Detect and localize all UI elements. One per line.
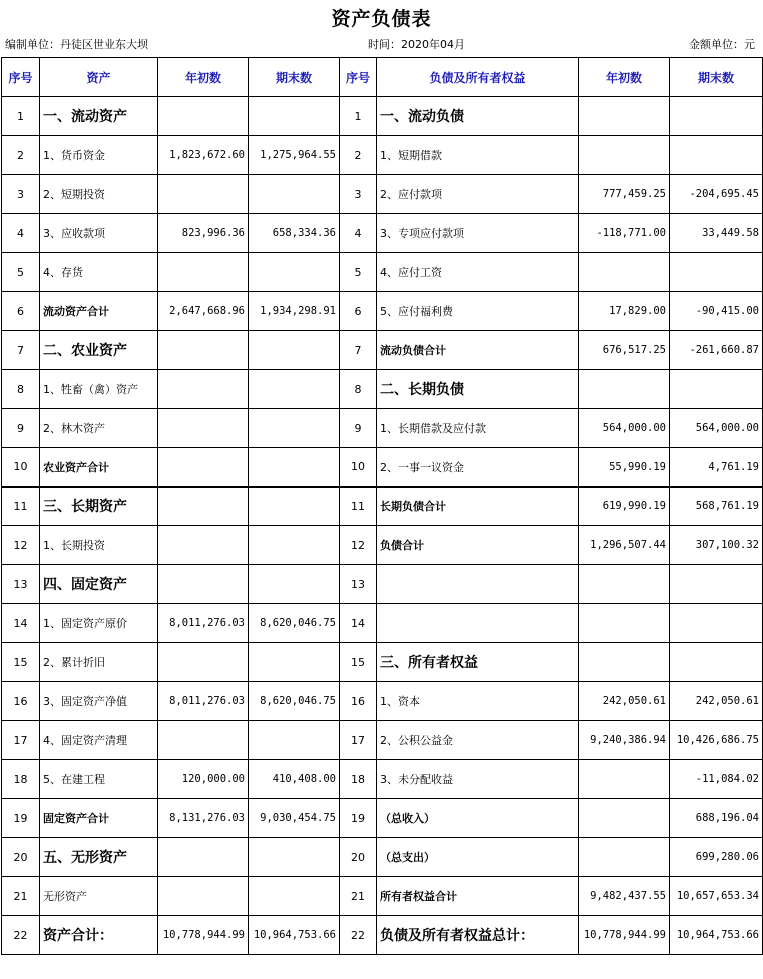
- table-row: [2, 721, 763, 760]
- liability-item: 一、流动负债: [377, 97, 579, 136]
- liability-item: 负债及所有者权益总计：: [377, 916, 579, 955]
- liability-begin-value: 55,990.19: [579, 448, 670, 487]
- table-row: [2, 838, 763, 877]
- asset-item: 2、累计折旧: [40, 643, 158, 682]
- asset-end-value: [249, 331, 340, 370]
- asset-item: 二、农业资产: [40, 331, 158, 370]
- asset-end-value: [249, 448, 340, 487]
- seq-left: 19: [2, 799, 40, 838]
- liability-item: 3、专项应付款项: [377, 214, 579, 253]
- seq-left: 8: [2, 370, 40, 409]
- asset-end-value: 1,934,298.91: [249, 292, 340, 331]
- liability-item: 2、一事一议资金: [377, 448, 579, 487]
- liability-end-value: 307,100.32: [670, 526, 763, 565]
- liability-item: 3、未分配收益: [377, 760, 579, 799]
- seq-right: 22: [340, 916, 377, 955]
- seq-left: 21: [2, 877, 40, 916]
- liability-begin-value: 9,482,437.55: [579, 877, 670, 916]
- liability-end-value: -11,084.02: [670, 760, 763, 799]
- header-assets: 资产: [40, 58, 158, 97]
- table-row: [2, 682, 763, 721]
- header-seq-left: 序号: [2, 58, 40, 97]
- liability-begin-value: [579, 136, 670, 175]
- seq-left: 22: [2, 916, 40, 955]
- liability-begin-value: 10,778,944.99: [579, 916, 670, 955]
- seq-right: 8: [340, 370, 377, 409]
- report-time: 时间：2020年04月: [368, 38, 465, 51]
- seq-right: 2: [340, 136, 377, 175]
- asset-item: 2、林木资产: [40, 409, 158, 448]
- seq-left: 12: [2, 526, 40, 565]
- liability-begin-value: 619,990.19: [579, 487, 670, 526]
- liability-begin-value: 564,000.00: [579, 409, 670, 448]
- seq-left: 20: [2, 838, 40, 877]
- asset-item: 4、存货: [40, 253, 158, 292]
- asset-end-value: 658,334.36: [249, 214, 340, 253]
- table-row: [2, 175, 763, 214]
- liability-begin-value: 1,296,507.44: [579, 526, 670, 565]
- liability-end-value: [670, 604, 763, 643]
- liability-item: 流动负债合计: [377, 331, 579, 370]
- seq-right: 9: [340, 409, 377, 448]
- seq-right: 11: [340, 487, 377, 526]
- asset-begin-value: 8,131,276.03: [158, 799, 249, 838]
- seq-left: 18: [2, 760, 40, 799]
- liability-end-value: [670, 136, 763, 175]
- table-row: [2, 916, 763, 955]
- liability-item: 4、应付工资: [377, 253, 579, 292]
- asset-end-value: [249, 253, 340, 292]
- liability-end-value: [670, 253, 763, 292]
- seq-left: 9: [2, 409, 40, 448]
- asset-begin-value: 10,778,944.99: [158, 916, 249, 955]
- asset-begin-value: [158, 97, 249, 136]
- seq-right: 21: [340, 877, 377, 916]
- liability-end-value: [670, 643, 763, 682]
- seq-right: 10: [340, 448, 377, 487]
- table-row: [2, 448, 763, 487]
- table-row: [2, 760, 763, 799]
- asset-item: 无形资产: [40, 877, 158, 916]
- liability-item: 1、长期借款及应付款: [377, 409, 579, 448]
- asset-begin-value: [158, 331, 249, 370]
- seq-right: 5: [340, 253, 377, 292]
- asset-item: 1、牲畜（禽）资产: [40, 370, 158, 409]
- seq-right: 14: [340, 604, 377, 643]
- liability-item: [377, 604, 579, 643]
- header-seq-right: 序号: [340, 58, 377, 97]
- seq-right: 7: [340, 331, 377, 370]
- seq-right: 13: [340, 565, 377, 604]
- seq-left: 10: [2, 448, 40, 487]
- asset-begin-value: [158, 565, 249, 604]
- liability-end-value: 10,964,753.66: [670, 916, 763, 955]
- asset-begin-value: [158, 409, 249, 448]
- table-row: [2, 214, 763, 253]
- asset-end-value: [249, 526, 340, 565]
- seq-right: 3: [340, 175, 377, 214]
- seq-left: 11: [2, 487, 40, 526]
- asset-item: 1、长期投资: [40, 526, 158, 565]
- asset-item: 3、固定资产净值: [40, 682, 158, 721]
- seq-right: 6: [340, 292, 377, 331]
- seq-left: 17: [2, 721, 40, 760]
- liability-begin-value: [579, 760, 670, 799]
- table-row: [2, 643, 763, 682]
- liability-begin-value: 242,050.61: [579, 682, 670, 721]
- seq-left: 1: [2, 97, 40, 136]
- asset-item: 一、流动资产: [40, 97, 158, 136]
- asset-end-value: 8,620,046.75: [249, 682, 340, 721]
- asset-begin-value: [158, 448, 249, 487]
- liability-begin-value: [579, 604, 670, 643]
- asset-end-value: [249, 97, 340, 136]
- table-row: [2, 331, 763, 370]
- liability-end-value: 699,280.06: [670, 838, 763, 877]
- asset-end-value: [249, 370, 340, 409]
- liability-item: 所有者权益合计: [377, 877, 579, 916]
- asset-begin-value: [158, 643, 249, 682]
- seq-right: 19: [340, 799, 377, 838]
- liability-end-value: -261,660.87: [670, 331, 763, 370]
- table-row: [2, 370, 763, 409]
- asset-item: 农业资产合计: [40, 448, 158, 487]
- asset-item: 四、固定资产: [40, 565, 158, 604]
- liability-end-value: [670, 370, 763, 409]
- table-row: [2, 877, 763, 916]
- table-row: [2, 565, 763, 604]
- asset-item: 3、应收款项: [40, 214, 158, 253]
- asset-end-value: 1,275,964.55: [249, 136, 340, 175]
- seq-left: 2: [2, 136, 40, 175]
- seq-right: 1: [340, 97, 377, 136]
- liability-begin-value: 9,240,386.94: [579, 721, 670, 760]
- table-row: [2, 799, 763, 838]
- seq-right: 12: [340, 526, 377, 565]
- asset-end-value: 9,030,454.75: [249, 799, 340, 838]
- liability-end-value: 4,761.19: [670, 448, 763, 487]
- liability-end-value: 10,657,653.34: [670, 877, 763, 916]
- asset-begin-value: [158, 370, 249, 409]
- asset-end-value: [249, 175, 340, 214]
- liability-item: 二、长期负债: [377, 370, 579, 409]
- liability-end-value: 568,761.19: [670, 487, 763, 526]
- seq-left: 5: [2, 253, 40, 292]
- seq-right: 17: [340, 721, 377, 760]
- liability-item: 2、公积公益金: [377, 721, 579, 760]
- asset-begin-value: [158, 877, 249, 916]
- liability-end-value: 33,449.58: [670, 214, 763, 253]
- asset-begin-value: [158, 721, 249, 760]
- asset-item: 5、在建工程: [40, 760, 158, 799]
- seq-right: 16: [340, 682, 377, 721]
- seq-left: 7: [2, 331, 40, 370]
- seq-right: 15: [340, 643, 377, 682]
- liability-begin-value: [579, 253, 670, 292]
- table-row: [2, 409, 763, 448]
- asset-begin-value: 120,000.00: [158, 760, 249, 799]
- liability-item: （总收入）: [377, 799, 579, 838]
- liability-item: [377, 565, 579, 604]
- liability-begin-value: -118,771.00: [579, 214, 670, 253]
- header-end-right: 期末数: [670, 58, 763, 97]
- liability-end-value: [670, 565, 763, 604]
- liability-end-value: 564,000.00: [670, 409, 763, 448]
- liability-item: （总支出）: [377, 838, 579, 877]
- asset-begin-value: [158, 526, 249, 565]
- table-row: [2, 136, 763, 175]
- liability-end-value: 10,426,686.75: [670, 721, 763, 760]
- liability-begin-value: 17,829.00: [579, 292, 670, 331]
- header-row: [2, 58, 763, 97]
- liability-begin-value: [579, 565, 670, 604]
- liability-item: 2、应付款项: [377, 175, 579, 214]
- asset-item: 三、长期资产: [40, 487, 158, 526]
- asset-end-value: [249, 643, 340, 682]
- asset-item: 1、固定资产原价: [40, 604, 158, 643]
- asset-item: 固定资产合计: [40, 799, 158, 838]
- asset-end-value: 8,620,046.75: [249, 604, 340, 643]
- page-title: 资产负债表: [331, 8, 432, 30]
- seq-left: 4: [2, 214, 40, 253]
- preparer-unit: 编制单位：丹徒区世业东大坝: [5, 38, 148, 51]
- asset-end-value: [249, 877, 340, 916]
- header-end-left: 期末数: [249, 58, 340, 97]
- liability-begin-value: [579, 838, 670, 877]
- asset-item: 资产合计：: [40, 916, 158, 955]
- asset-begin-value: 8,011,276.03: [158, 604, 249, 643]
- table-row: [2, 604, 763, 643]
- asset-begin-value: [158, 175, 249, 214]
- liability-begin-value: [579, 643, 670, 682]
- asset-begin-value: [158, 253, 249, 292]
- seq-right: 4: [340, 214, 377, 253]
- asset-end-value: [249, 721, 340, 760]
- liability-end-value: 688,196.04: [670, 799, 763, 838]
- seq-left: 3: [2, 175, 40, 214]
- asset-item: 1、货币资金: [40, 136, 158, 175]
- liability-end-value: -90,415.00: [670, 292, 763, 331]
- asset-end-value: [249, 565, 340, 604]
- liability-item: 5、应付福利费: [377, 292, 579, 331]
- liability-begin-value: [579, 370, 670, 409]
- liability-end-value: -204,695.45: [670, 175, 763, 214]
- header-begin-left: 年初数: [158, 58, 249, 97]
- seq-left: 15: [2, 643, 40, 682]
- liability-begin-value: 777,459.25: [579, 175, 670, 214]
- seq-right: 18: [340, 760, 377, 799]
- seq-left: 16: [2, 682, 40, 721]
- seq-left: 6: [2, 292, 40, 331]
- seq-right: 20: [340, 838, 377, 877]
- header-liabilities-equity: 负债及所有者权益: [377, 58, 579, 97]
- asset-item: 4、固定资产清理: [40, 721, 158, 760]
- liability-begin-value: [579, 799, 670, 838]
- asset-begin-value: 823,996.36: [158, 214, 249, 253]
- seq-left: 14: [2, 604, 40, 643]
- asset-begin-value: [158, 838, 249, 877]
- table-row: [2, 253, 763, 292]
- header-begin-right: 年初数: [579, 58, 670, 97]
- asset-item: 五、无形资产: [40, 838, 158, 877]
- asset-end-value: [249, 409, 340, 448]
- asset-begin-value: [158, 487, 249, 526]
- liability-item: 负债合计: [377, 526, 579, 565]
- asset-end-value: [249, 838, 340, 877]
- liability-item: 1、资本: [377, 682, 579, 721]
- table-row: [2, 487, 763, 526]
- asset-end-value: 410,408.00: [249, 760, 340, 799]
- table-row: [2, 97, 763, 136]
- balance-sheet-table: [1, 57, 763, 955]
- table-row: [2, 292, 763, 331]
- asset-begin-value: 1,823,672.60: [158, 136, 249, 175]
- liability-end-value: 242,050.61: [670, 682, 763, 721]
- asset-begin-value: 8,011,276.03: [158, 682, 249, 721]
- seq-left: 13: [2, 565, 40, 604]
- liability-begin-value: 676,517.25: [579, 331, 670, 370]
- asset-item: 2、短期投资: [40, 175, 158, 214]
- money-unit: 金额单位：元: [689, 38, 755, 51]
- table-row: [2, 526, 763, 565]
- liability-end-value: [670, 97, 763, 136]
- liability-item: 长期负债合计: [377, 487, 579, 526]
- asset-begin-value: 2,647,668.96: [158, 292, 249, 331]
- asset-item: 流动资产合计: [40, 292, 158, 331]
- liability-item: 三、所有者权益: [377, 643, 579, 682]
- asset-end-value: 10,964,753.66: [249, 916, 340, 955]
- asset-end-value: [249, 487, 340, 526]
- liability-begin-value: [579, 97, 670, 136]
- liability-item: 1、短期借款: [377, 136, 579, 175]
